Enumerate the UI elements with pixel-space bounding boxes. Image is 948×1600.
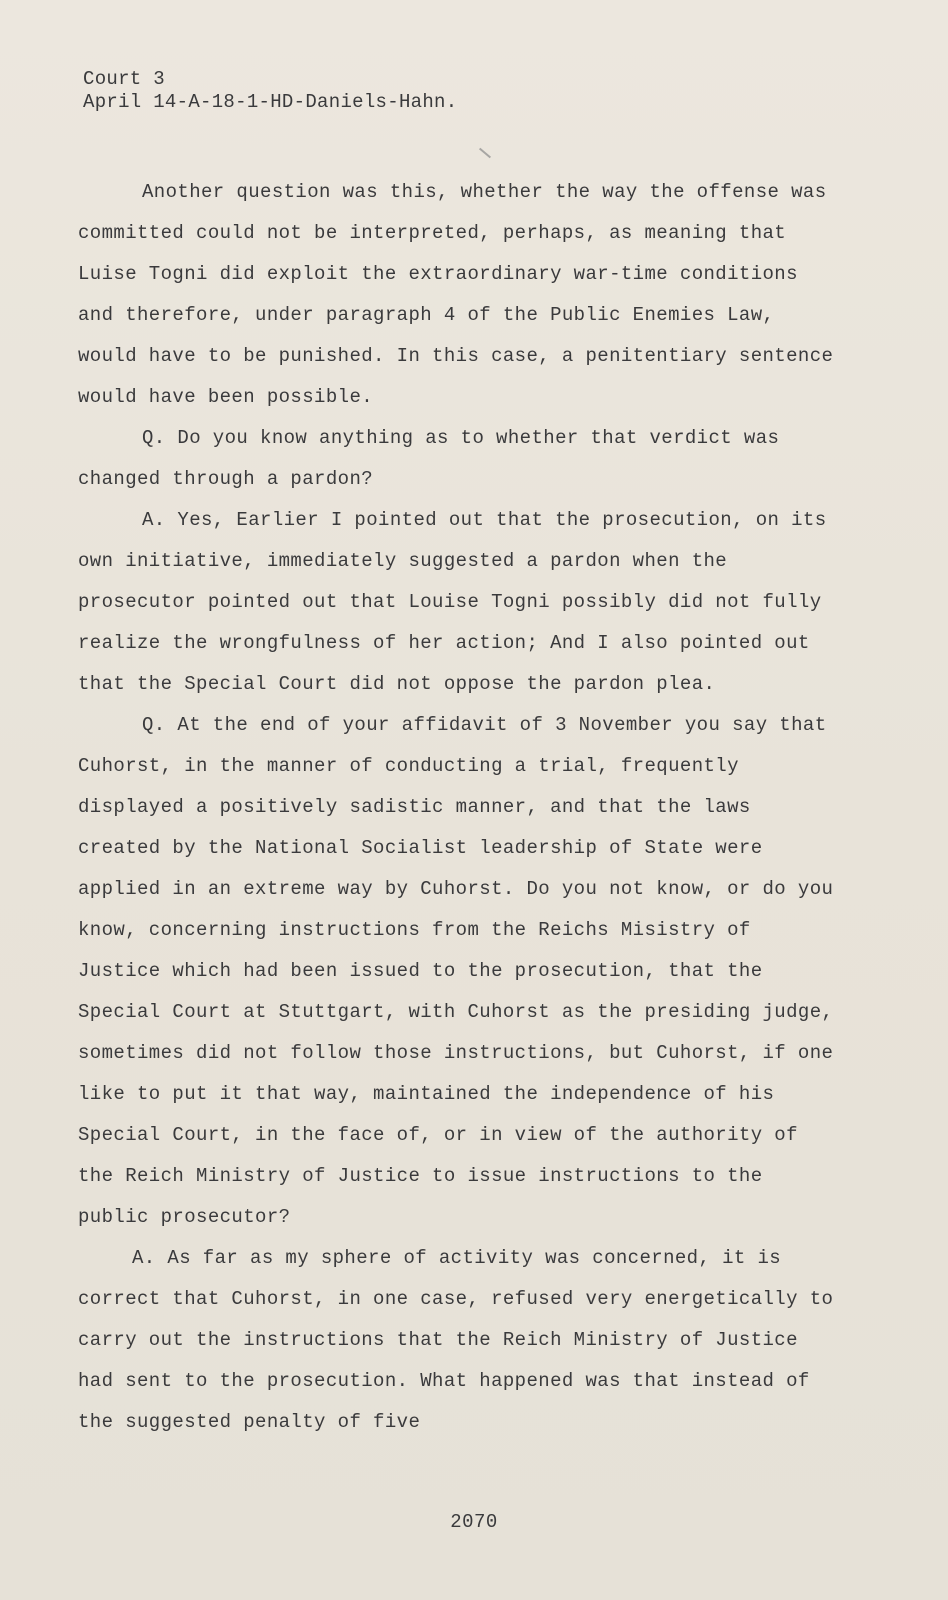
transcript-body	[78, 172, 838, 1443]
document-header	[83, 68, 457, 114]
paragraph-question-pardon: Q. Do you know anything as to whether that verdict was changed through a pardon?	[78, 427, 780, 490]
paragraph-answer-instructions: A. As far as my sphere of activity was concerned, it is correct that Cuhorst, in one case, refused very energetically to carry out the instructions that the Reich Ministry of Justice had sent to the prosecution. What happened was that instead of the suggested penalty of five	[78, 1247, 834, 1433]
stray-mark	[479, 148, 491, 159]
page-number: 2070	[450, 1511, 498, 1533]
session-reference: April 14-A-18-1-HD-Daniels-Hahn.	[83, 91, 458, 113]
paragraph-answer-pardon: A. Yes, Earlier I pointed out that the prosecution, on its own initiative, immediately suggested a pardon when the prosecutor pointed out that Louise Togni possibly did not fully realize the wrongfulness of her action; And I also pointed out that the Special Court did not oppose the pardon plea.	[78, 509, 827, 695]
court-label: Court 3	[83, 68, 165, 90]
paragraph-question-affidavit: Q. At the end of your affidavit of 3 November you say that Cuhorst, in the manner of conducting a trial, frequently displayed a positively sadistic manner, and that the laws created by the National Socialist leadership of State were applied in an extreme way by Cuhorst. Do you not know, or do you know, concerning instructions from the Reichs Misistry of Justice which had been issued to the prosecution, that the Special Court at Stuttgart, with Cuhorst as the presiding judge, sometimes did not follow those instructions, but Cuhorst, if one like to put it that way, maintained the independence of his Special Court, in the face of, or in view of the authority of the Reich Ministry of Justice to issue instructions to the public prosecutor?	[78, 714, 834, 1228]
paragraph-testimony: Another question was this, whether the way the offense was committed could not be interpreted, perhaps, as meaning that Luise Togni did exploit the extraordinary war-time conditions and therefore, under paragraph 4 of the Public Enemies Law, would have to be punished. In this case, a penitentiary sentence would have been possible.	[78, 181, 834, 408]
